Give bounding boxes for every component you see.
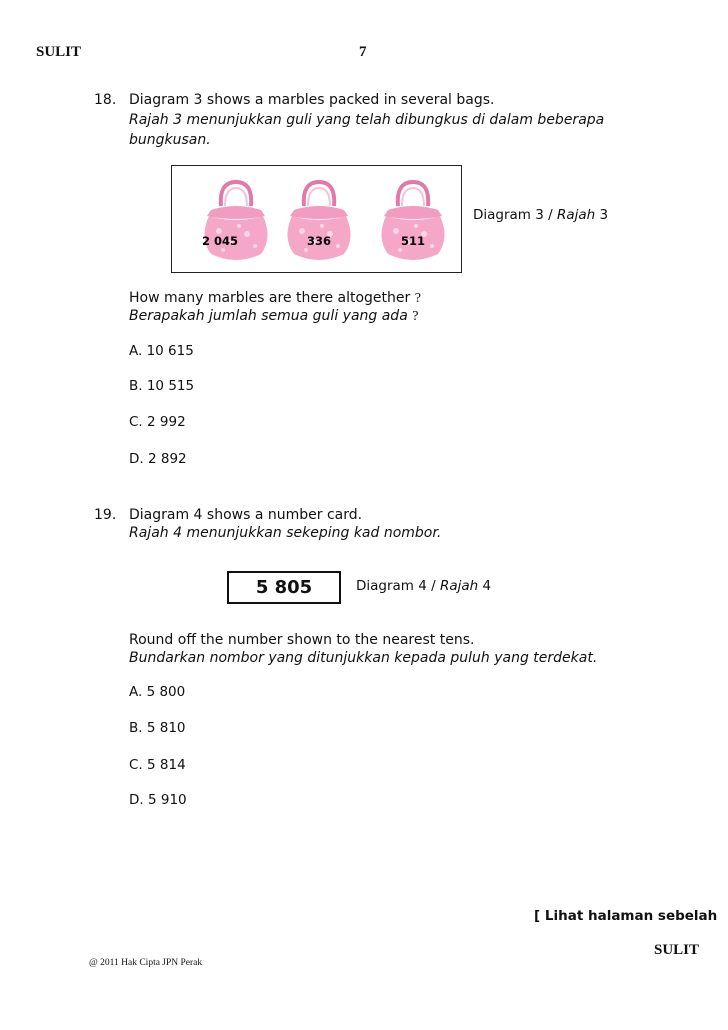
q18-option-d[interactable]: D. 2 892 — [129, 451, 187, 467]
diagram-3-caption: Diagram 3 / Rajah 3 — [473, 207, 609, 223]
diagram-4-caption: Diagram 4 / Rajah 4 — [356, 578, 492, 594]
next-page-note: [ Lihat halaman sebelah — [534, 908, 718, 924]
marble-bag-2-icon — [282, 176, 356, 262]
q19-text-ms: Rajah 4 menunjukkan sekeping kad nombor. — [129, 525, 442, 541]
footer-sulit: SULIT — [654, 942, 700, 958]
header-sulit: SULIT — [36, 44, 82, 60]
bag-2-value: 336 — [306, 234, 331, 248]
q19-number: 19. — [94, 507, 117, 523]
number-card: 5 805 — [227, 571, 341, 604]
q18-question-en: How many marbles are there altogether ? — [129, 290, 421, 306]
q18-text-ms-line2: bungkusan. — [129, 132, 211, 148]
q18-option-b[interactable]: B. 10 515 — [129, 378, 195, 394]
q19-question-en: Round off the number shown to the nearest tens. — [129, 632, 475, 648]
q19-option-c[interactable]: C. 5 814 — [129, 757, 186, 773]
bag-3-value: 511 — [400, 234, 425, 248]
marble-bag-1-icon — [199, 176, 273, 262]
q19-question-ms: Bundarkan nombor yang ditunjukkan kepada puluh yang terdekat. — [129, 650, 598, 666]
q18-question-ms: Berapakah jumlah semua guli yang ada ? — [129, 308, 419, 324]
marble-bag-3-icon — [376, 176, 450, 262]
page-number: 7 — [359, 44, 367, 60]
q18-option-a[interactable]: A. 10 615 — [129, 343, 194, 359]
q18-option-c[interactable]: C. 2 992 — [129, 414, 186, 430]
bag-1-value: 2 045 — [201, 234, 238, 248]
q18-text-ms-line1: Rajah 3 menunjukkan guli yang telah dibungkus di dalam beberapa — [129, 112, 605, 128]
q19-option-a[interactable]: A. 5 800 — [129, 684, 186, 700]
q19-option-d[interactable]: D. 5 910 — [129, 792, 187, 808]
q19-text-en: Diagram 4 shows a number card. — [129, 507, 363, 523]
copyright: @ 2011 Hak Cipta JPN Perak — [89, 958, 203, 968]
q19-option-b[interactable]: B. 5 810 — [129, 720, 186, 736]
q18-number: 18. — [94, 92, 117, 108]
q18-text-en: Diagram 3 shows a marbles packed in several bags. — [129, 92, 495, 108]
